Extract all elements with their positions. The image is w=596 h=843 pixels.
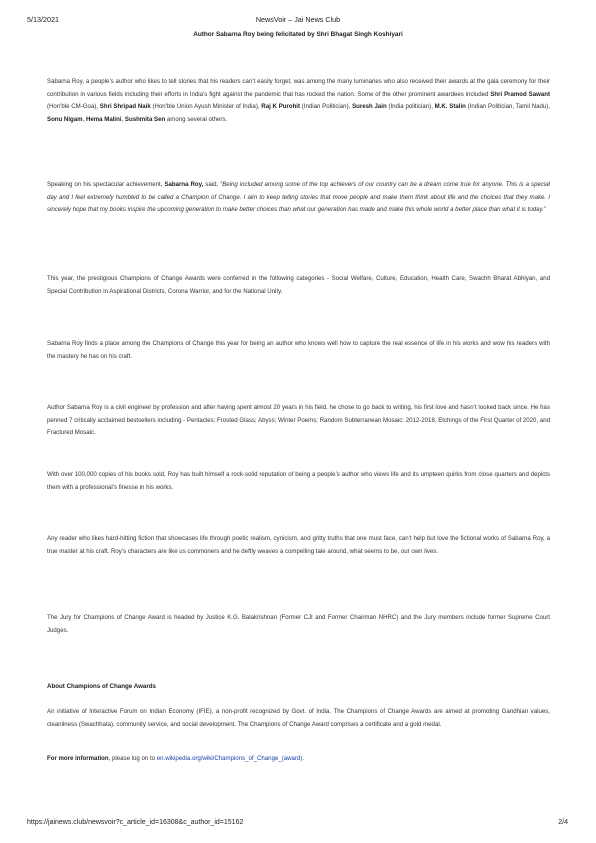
text: among several others.: [165, 115, 228, 123]
print-date: 5/13/2021: [27, 15, 59, 24]
awardee-name: Raj K Purohit: [261, 103, 301, 111]
more-info-label: For more information: [47, 755, 109, 762]
paragraph-categories: This year, the prestigious Champions of Change Awards were conferred in the following categories - Social Welfare, Culture, Education, Health Care, Swachh Bharat Abhiyan, and Special Contribution in Aspirational Districts, Corona Warrior, and for the National Unity.: [47, 275, 550, 295]
text: ,: [82, 115, 86, 123]
page-number: 2/4: [558, 819, 568, 826]
text: Sabarna Roy, a people’s author who likes to tell stories that his readers can’t easily forget, was among the many luminaries who also received their awards at the gala ceremony for their contribution in various fields including their efforts in India’s fight against the pandemic that has rocked the nation. Some of the other prominent awardees included: [47, 78, 550, 98]
paragraph-awardees: [47, 76, 550, 126]
text: (Indian Politician),: [300, 103, 353, 111]
text: (Indian Politician, Tamil Nadu),: [465, 103, 551, 111]
author-name: Sabarna Roy,: [164, 181, 204, 188]
paragraph-quote: [47, 179, 550, 217]
awardee-name: Suresh Jain: [352, 103, 387, 111]
page-header-title: NewsVoir – Jai News Club: [255, 15, 341, 24]
paragraph-jury: The Jury for Champions of Change Award is headed by Justice K.G. Balakrishnan (Former CJI and Former Chairman NHRC) and the Jury members include former Supreme Court Judges.: [47, 614, 550, 634]
text: ,: [121, 115, 125, 123]
paragraph-essence: Sabarna Roy finds a place among the Champions of Change this year for being an author who knows well how to capture the real essence of life in his works and wow his readers with the mastery he has on his craft.: [47, 340, 550, 360]
paragraph-more-info: [47, 753, 550, 766]
image-caption: Author Sabarna Roy being felicitated by Shri Bhagat Singh Koshiyari: [193, 31, 403, 38]
text: .: [302, 755, 305, 762]
text: (Hon'ble Union Ayush Minister of India),: [150, 103, 262, 111]
wikipedia-link[interactable]: en.wikipedia.org/wiki/Champions_of_Change_(award): [156, 755, 303, 762]
awardee-name: Sushmita Sen: [124, 115, 166, 123]
awardee-name: Shri Pramod Sawant: [490, 90, 550, 98]
awardee-name: Hema Malini: [85, 115, 122, 123]
text: Speaking on his spectacular achievement,: [47, 181, 165, 188]
awardee-name: Sonu Nigam: [47, 115, 83, 123]
awardee-name: M.K. Stalin: [434, 103, 466, 111]
paragraph-about: An initiative of Interactive Forum on Indian Economy (IFIE), a non-profit recognized by Govt. of India. The Champions of Change Awards are aimed at promoting Gandhian values, cleanliness (Swachhata), community service, and social development. The Champions of Change Award comprises a certificate and a gold medal.: [47, 708, 550, 728]
text: said,: [203, 181, 221, 188]
footer-url: https://jainews.club/newsvoir?c_article_id=16308&c_author_id=15162: [27, 819, 244, 826]
paragraph-fiction: Any reader who likes hard-hitting fiction that showcases life through poetic realism, cynicism, and gritty truths that one must face, can’t help but love the fictional works of Sabarna Roy, a true master at his craft. Roy’s characters are like us commoners and he deftly weaves a compelling tale around, what seems to be, our own lives.: [47, 535, 550, 555]
paragraph-reputation: With over 100,000 copies of his books sold, Roy has built himself a rock-solid reputation of being a people’s author who views life and its umpteen quirks from close quarters and depicts them with a professional’s finesse in his works.: [47, 471, 550, 491]
text: (India politician),: [386, 103, 435, 111]
section-heading-about: About Champions of Change Awards: [47, 683, 156, 690]
awardee-name: Shri Shripad Naik: [99, 103, 151, 111]
author-quote: “Being included among some of the top achievers of our country can be a dream come true for anyone. This is a special day and I feel extremely humbled to be called a Champion of Change. I aim to keep telling stories that move people and make them think about life and the choices that they make. I sincerely hope that my books inspire the upcoming generation to make better choices than what our generation has made and make this whole world a better place than what it is today.”: [47, 181, 550, 214]
text: (Hon'ble CM-Goa),: [47, 103, 100, 111]
text: , please log on to: [108, 755, 157, 762]
paragraph-career: Author Sabarna Roy is a civil engineer by profession and after having spent almost 20 years in his field, he chose to go back to writing, his first love and hasn’t looked back since. He has penned 7 critically acclaimed bestsellers including - Pentacles; Frosted Glass; Abyss; Winter Poems; Random Subterranean Mosaic: 2012-2018, Etchings of the First Quarter of 2020, and Fractured Mosaic.: [47, 404, 550, 437]
